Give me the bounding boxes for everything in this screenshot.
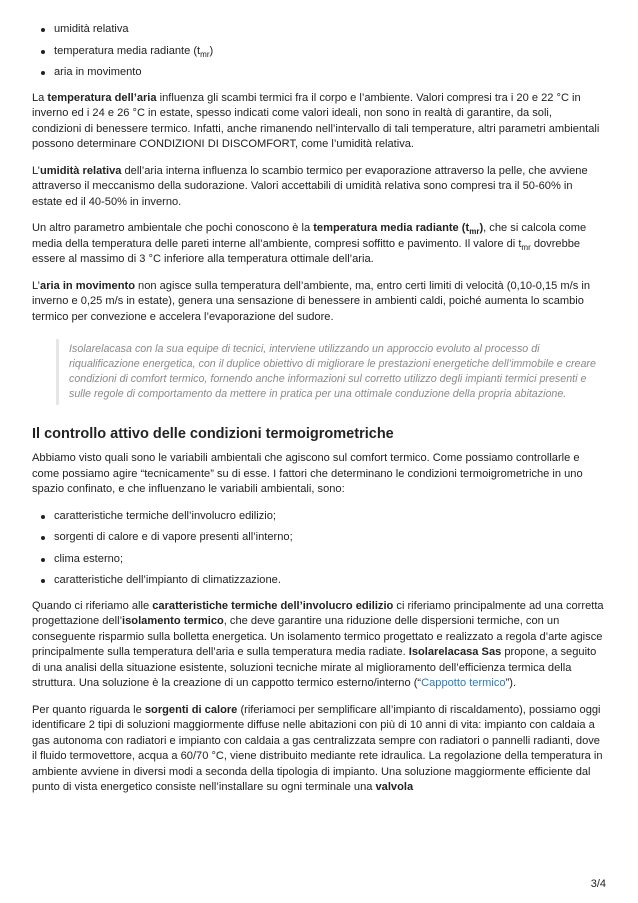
paragraph-intro-factors: Abbiamo visto quali sono le variabili ambientali che agiscono sul comfort termico. Come possiamo controllarle e come possiamo agire “tecnicamente” su di esse. I fattori che determinano le condizioni termoigrometriche in uno spazio confinato, e che influenzano le variabili ambientali, sono: (32, 452, 583, 495)
blockquote (56, 339, 604, 405)
list-item: clima esterno; (54, 552, 604, 568)
list-item: caratteristiche dell’impianto di climatizzazione. (54, 573, 604, 589)
paragraph-relative-humidity: L’umidità relativa dell’aria interna influenza lo scambio termico per evaporazione attraverso la pelle, che avviene attraverso il meccanismo della sudorazione. Valori accettabili di umidità relativa sono compresi tra il 50-60% in estate ed il 40-50% in inverno. (32, 164, 588, 208)
list-item: caratteristiche termiche dell’involucro edilizio; (54, 509, 604, 525)
paragraph-air-movement: L’aria in movimento non agisce sulla temperatura dell’ambiente, ma, entro certi limiti di velocità (0,10-0,15 m/s in inverno e 0,25 m/s in estate), genera una sensazione di benessere in ambienti caldi, poiché aumenta lo scambio termico per convezione e accelera l’evaporazione del sudore. (32, 279, 591, 323)
bullet-list-factors (32, 509, 604, 589)
list-item: aria in movimento (54, 65, 604, 81)
list-item: umidità relativa (54, 22, 604, 38)
quote-text: Isolarelacasa con la sua equipe di tecnici, interviene utilizzando un approccio evoluto al processo di riqualificazione energetica, con il duplice obiettivo di migliorare le prestazioni energetiche dell’immobile e creare condizioni di comfort termico, fornendo anche informazioni sul corretto utilizzo degli impianti termici presenti e sulle regole di comportamento da mettere in pratica per una ottimale conduzione della propria abitazione. (69, 343, 596, 400)
page-number: 3/4 (590, 878, 606, 890)
bullet-list-parameters (32, 22, 604, 81)
paragraph-heat-sources: Per quanto riguarda le sorgenti di calore (riferiamoci per semplificare all’impianto di riscaldamento), possiamo oggi identificare 2 tipi di soluzioni maggiormente diffuse nelle abitazioni con più di 10 anni di vita: impianto con caldaia a gas autonoma con radiatori e impianto con caldaia a gas centralizzata sempre con radiatori o pannelli radianti, dove il fluido termovettore, acqua a 60/70 °C, viene distribuito mediante rete idraulica. La regolazione della temperatura in ambiente avviene in diversi modi a seconda della tipologia di impianto. Una soluzione maggiormente efficiente dal punto di vista energetico consiste nell’installare su ogni terminale una valvola (32, 703, 603, 793)
paragraph-air-temperature: La temperatura dell’aria influenza gli scambi termici fra il corpo e l’ambiente. Valori compresi tra i 20 e 22 °C in inverno ed i 24 e 26 °C in estate, spesso indicati come valori ideali, non sono in realtà di garantire, da soli, condizioni di benessere termico. Infatti, anche rimanendo nell’intervallo di tali temperature, altri parametri ambientali possono determinare CONDIZIONI DI DISCOMFORT, come l’umidità relativa. (32, 91, 600, 150)
paragraph-building-envelope: Quando ci riferiamo alle caratteristiche termiche dell’involucro edilizio ci riferiamo principalmente ad una corretta progettazione dell’isolamento termico, che deve garantire una riduzione delle dispersioni termiche, con un conseguente risparmio sulla bolletta energetica. Un isolamento termico progettato e realizzato a regola d’arte agisce principalmente sulla temperatura dell’aria e sulla temperatura media radiate. Isolarelacasa Sas propone, a seguito di una analisi della situazione esistente, soluzioni tecniche mirate al miglioramento dell’efficienza termica della struttura. Una soluzione è la creazione di un cappotto termico esterno/interno (“Cappotto termico”). (32, 599, 604, 689)
cappotto-termico-link[interactable]: Cappotto termico (421, 677, 506, 689)
paragraph-radiant-temperature: Un altro parametro ambientale che pochi conoscono è la temperatura media radiante $(t_{mr})$, che si calcola come media della temperatura delle pareti interne all’ambiente, compresi soffitto e pavimento. Il valore di $t_{mr}$ dovrebbe essere al massimo di 3 °C inferiore alla temperatura ottimale dell’aria. (32, 222, 587, 265)
list-item: sorgenti di calore e di vapore presenti all’interno; (54, 530, 604, 546)
list-item: temperatura media radiante $(t_{mr})$ (54, 44, 604, 60)
section-heading: Il controllo attivo delle condizioni termoigrometriche (32, 426, 394, 442)
document-page (32, 22, 604, 807)
